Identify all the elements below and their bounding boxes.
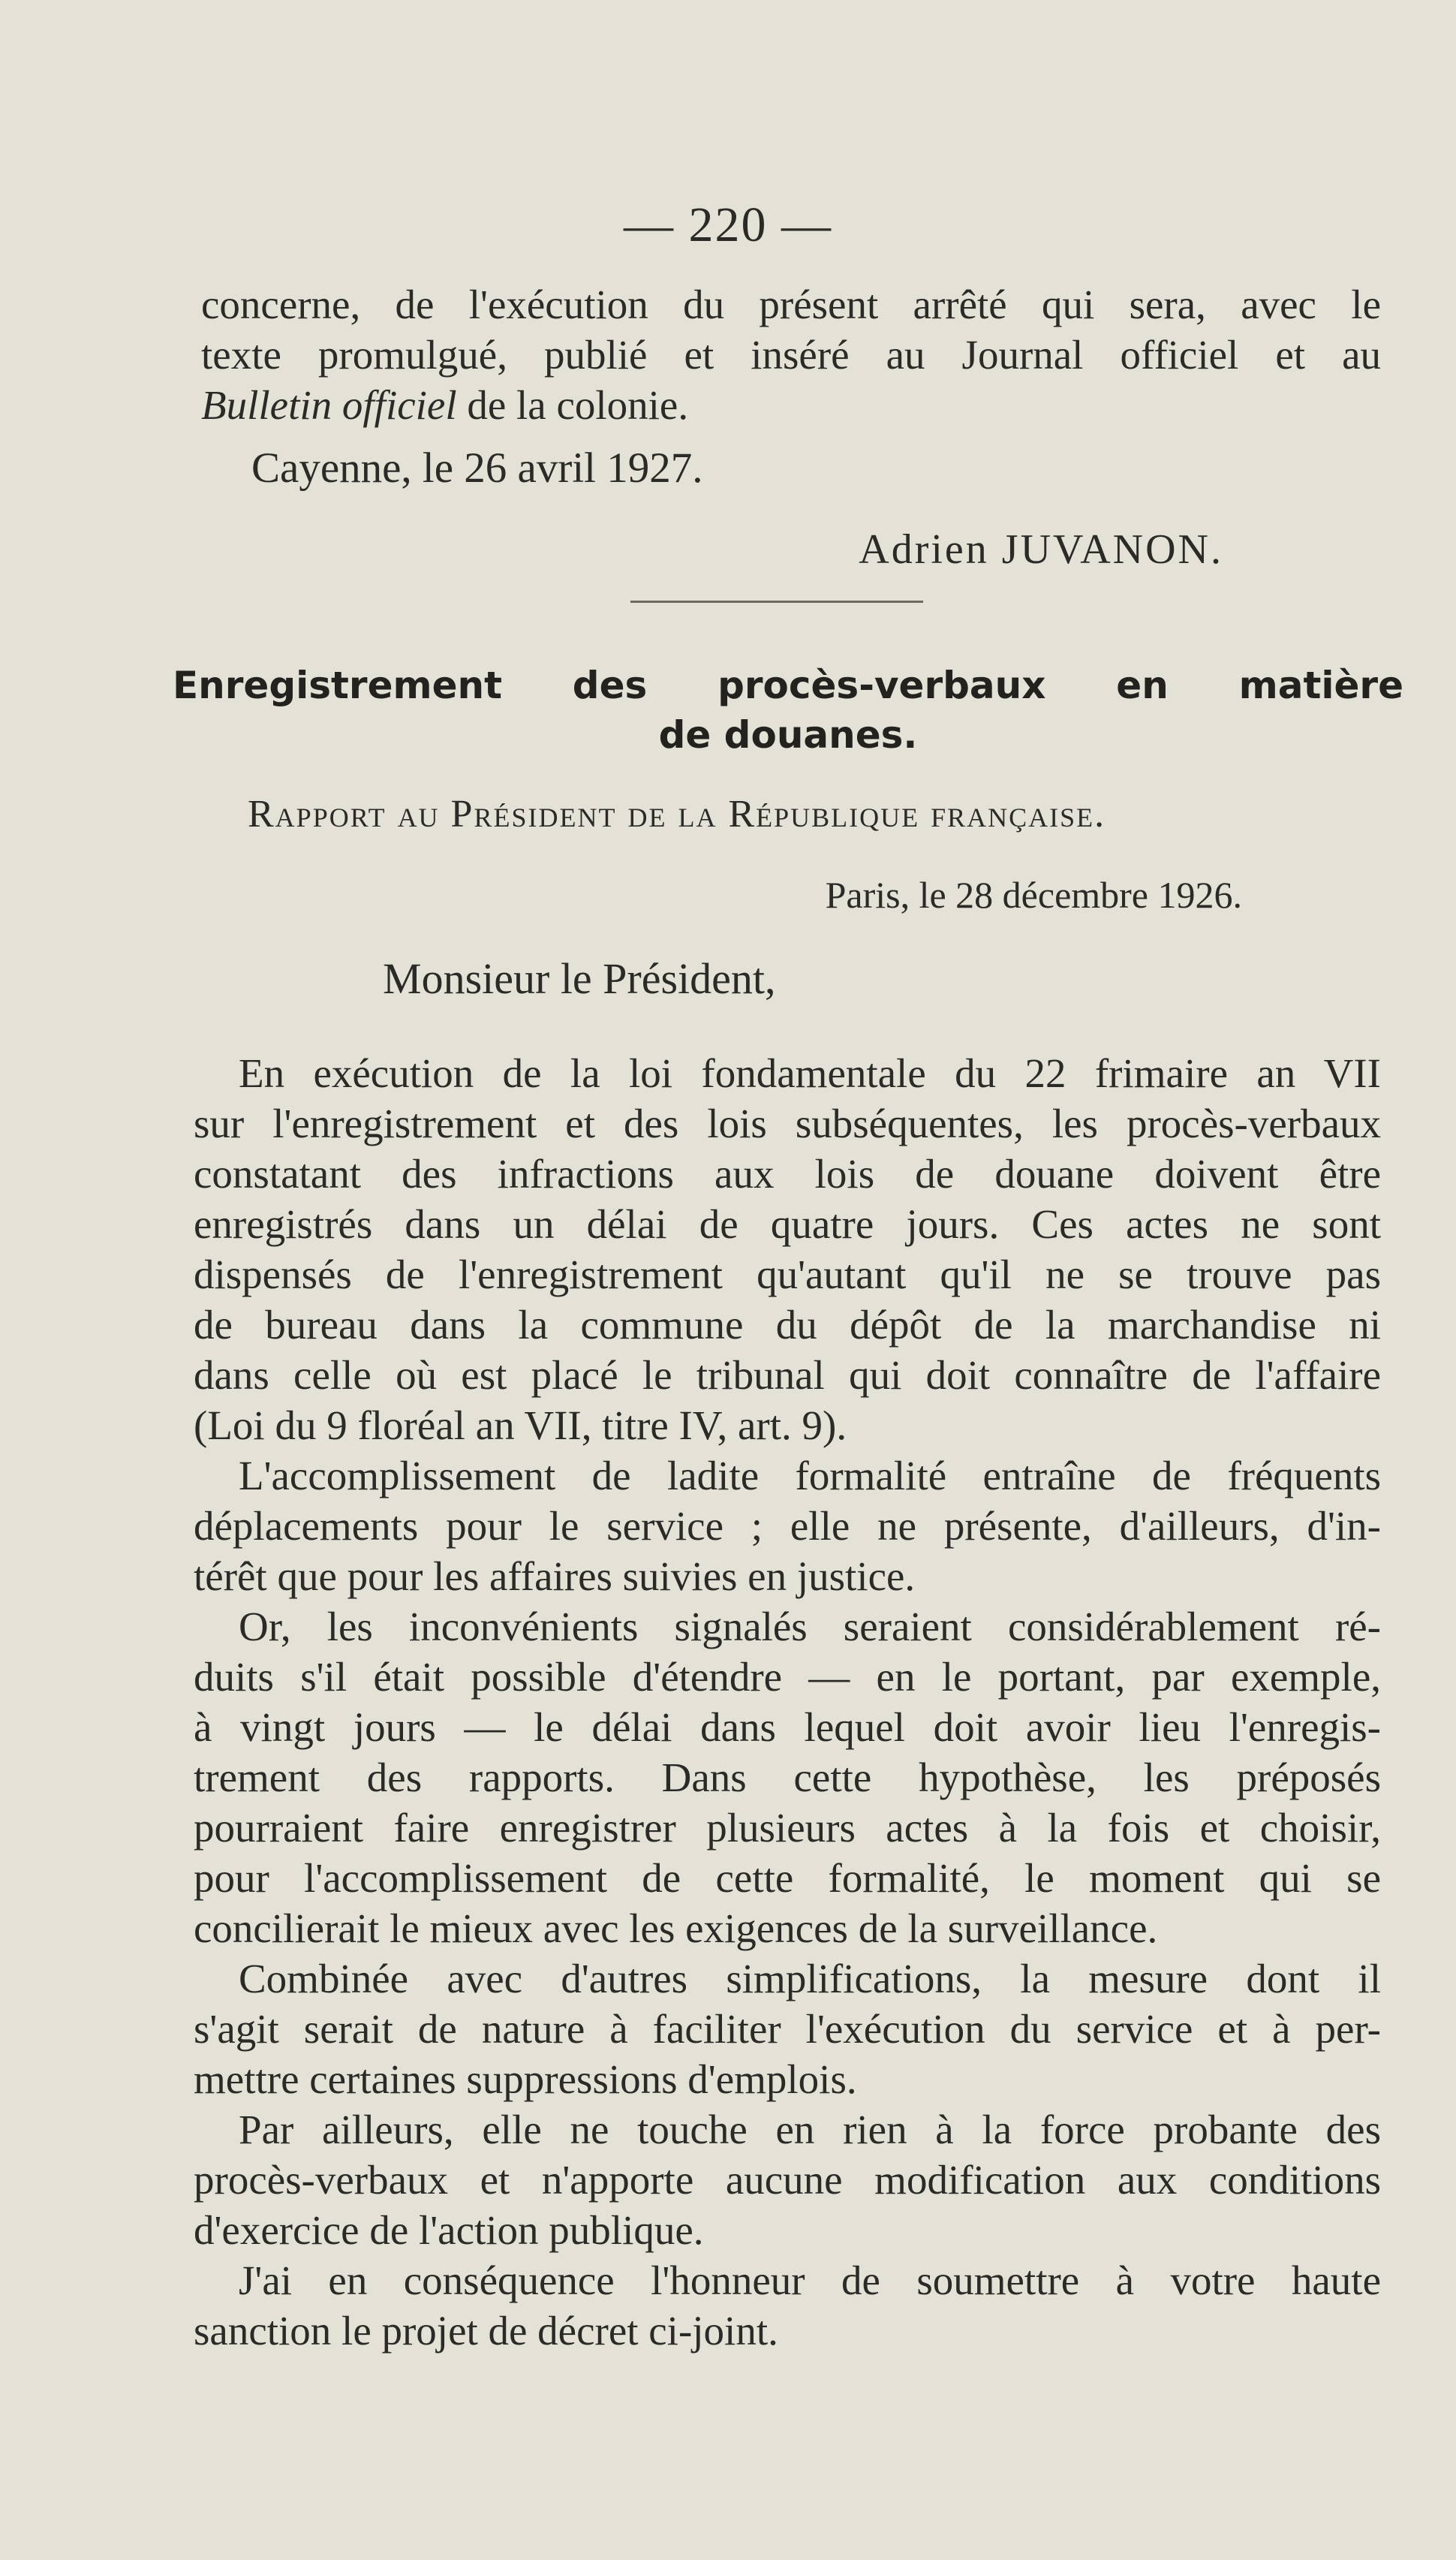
body-line: à vingt jours — le délai dans lequel doit avoir lieu l'enregis- bbox=[194, 1704, 1381, 1750]
body-line: s'agit serait de nature à faciliter l'exécution du service et à per- bbox=[194, 2006, 1381, 2052]
intro-line-3-rest: de la colonie. bbox=[456, 382, 689, 428]
place-date: Cayenne, le 26 avril 1927. bbox=[251, 444, 703, 492]
body-line: dans celle où est placé le tribunal qui doit connaître de l'affaire bbox=[194, 1352, 1381, 1398]
body-line: sur l'enregistrement et des lois subséquentes, les procès-verbaux bbox=[194, 1101, 1381, 1146]
body-line: enregistrés dans un délai de quatre jours. Ces actes ne sont bbox=[194, 1201, 1381, 1247]
body-line: Combinée avec d'autres simplifications, la mesure dont il bbox=[239, 1956, 1381, 2001]
separator-rule bbox=[630, 601, 923, 603]
body-line: déplacements pour le service ; elle ne présente, d'ailleurs, d'in- bbox=[194, 1503, 1381, 1549]
section-title-line-2: de douanes. bbox=[658, 713, 918, 757]
intro-line-2: texte promulgué, publié et inséré au Journal officiel et au bbox=[201, 332, 1381, 378]
body-line: sanction le projet de décret ci-joint. bbox=[194, 2308, 778, 2354]
body-line: concilierait le mieux avec les exigences de la surveillance. bbox=[194, 1905, 1158, 1951]
body-line: constatant des infractions aux lois de douane doivent être bbox=[194, 1151, 1381, 1197]
body-line: (Loi du 9 floréal an VII, titre IV, art. 9). bbox=[194, 1402, 847, 1448]
body-line: J'ai en conséquence l'honneur de soumettre à votre haute bbox=[239, 2257, 1381, 2303]
body-line: de bureau dans la commune du dépôt de la marchandise ni bbox=[194, 1302, 1381, 1348]
section-title-line-1: Enregistrement des procès-verbaux en matière bbox=[173, 664, 1403, 707]
salutation: Monsieur le Président, bbox=[383, 954, 776, 1003]
section-title bbox=[173, 661, 1403, 760]
body-line: d'exercice de l'action publique. bbox=[194, 2207, 704, 2253]
body-line: L'accomplissement de ladite formalité entraîne de fréquents bbox=[239, 1453, 1381, 1498]
dateline: Paris, le 28 décembre 1926. bbox=[825, 874, 1242, 916]
body-line: dispensés de l'enregistrement qu'autant qu'il ne se trouve pas bbox=[194, 1251, 1381, 1297]
body-line: mettre certaines suppressions d'emplois. bbox=[194, 2056, 857, 2102]
intro-line-1: concerne, de l'exécution du présent arrêté qui sera, avec le bbox=[201, 282, 1381, 327]
signature: Adrien JUVANON. bbox=[859, 526, 1223, 573]
body-line: pourraient faire enregistrer plusieurs actes à la fois et choisir, bbox=[194, 1805, 1381, 1851]
body-line: térêt que pour les affaires suivies en justice. bbox=[194, 1553, 916, 1599]
rapport-heading: Rapport au Président de la République française. bbox=[248, 793, 1106, 836]
body-line: duits s'il était possible d'étendre — en le portant, par exemple, bbox=[194, 1654, 1381, 1700]
page-number: — 220 — bbox=[624, 197, 832, 252]
body-line: Par ailleurs, elle ne touche en rien à la force probante des bbox=[239, 2107, 1381, 2152]
body-line: Or, les inconvénients signalés seraient considérablement ré- bbox=[239, 1604, 1381, 1649]
intro-line-3 bbox=[201, 380, 688, 430]
bulletin-officiel-italic: Bulletin officiel bbox=[201, 382, 457, 428]
body-line: trement des rapports. Dans cette hypothèse, les préposés bbox=[194, 1754, 1381, 1800]
body-line: pour l'accomplissement de cette formalité, le moment qui se bbox=[194, 1855, 1381, 1901]
body-line: procès-verbaux et n'apporte aucune modification aux conditions bbox=[194, 2157, 1381, 2203]
body-line: En exécution de la loi fondamentale du 22 frimaire an VII bbox=[239, 1050, 1381, 1096]
